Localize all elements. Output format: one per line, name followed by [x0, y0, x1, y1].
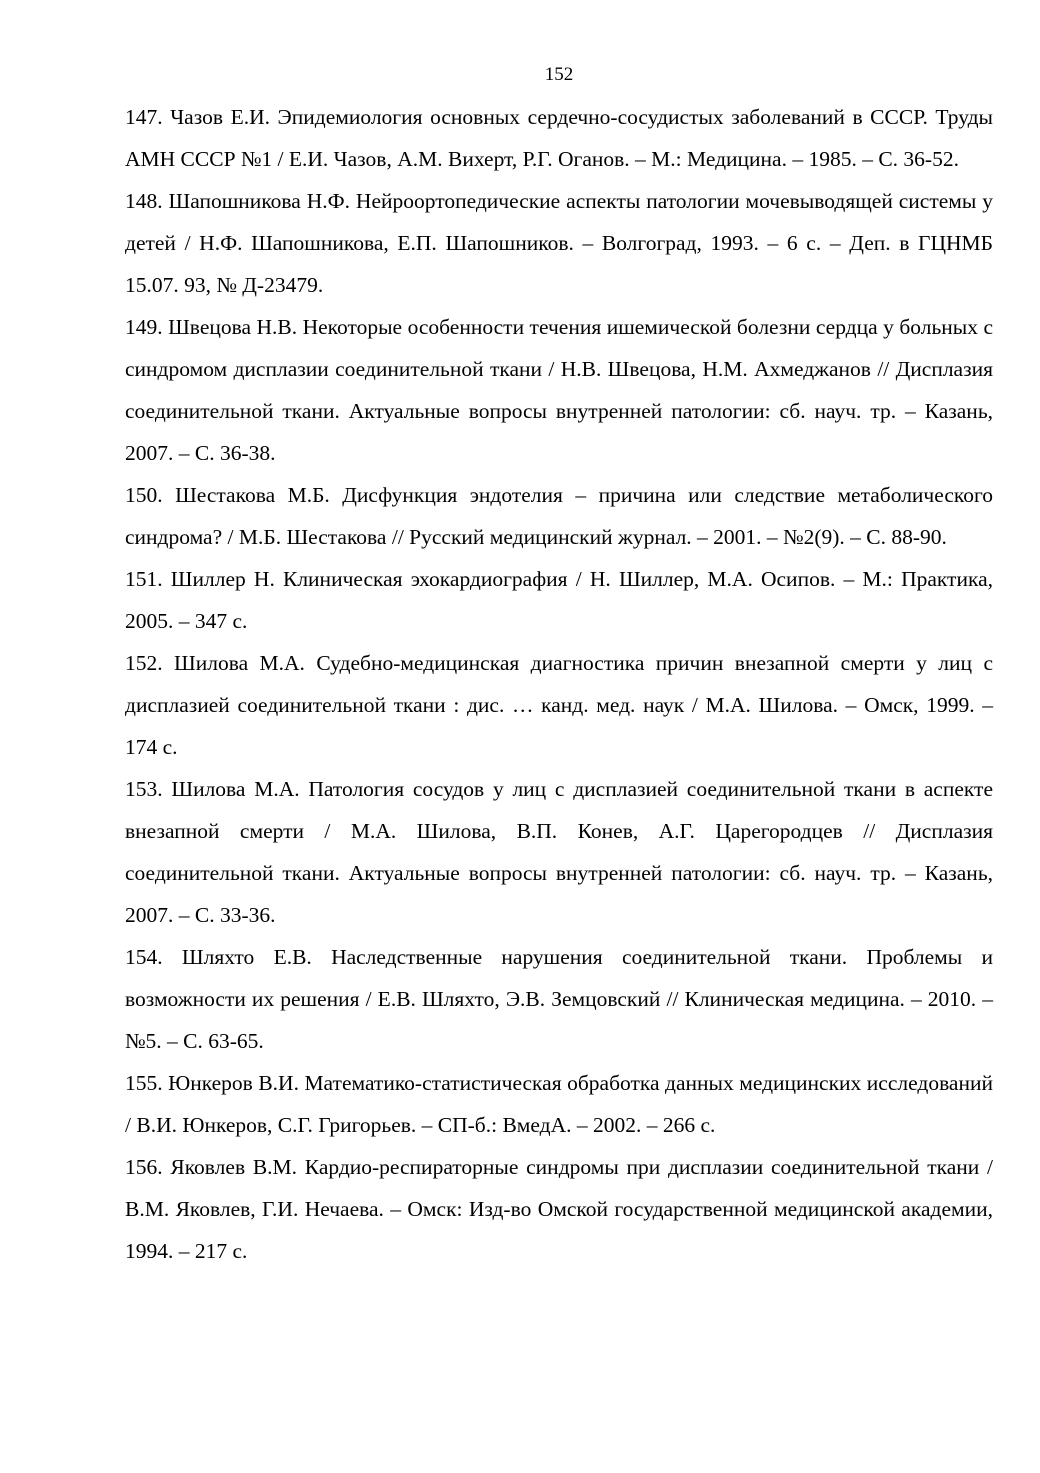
reference-text: Шляхто Е.В. Наследственные нарушения соединительной ткани. Проблемы и возможности их решения / Е.В. Шляхто, Э.В. Земцовский // Клиническая медицина. – 2010. – №5. – С. 63-65.	[125, 945, 993, 1053]
reference-item	[125, 558, 993, 642]
reference-item	[125, 1146, 993, 1272]
reference-number: 156.	[125, 1155, 163, 1179]
reference-text: Шиллер Н. Клиническая эхокардиография / Н. Шиллер, М.А. Осипов. – М.: Практика, 2005. – 347 с.	[125, 567, 993, 633]
reference-item	[125, 936, 993, 1062]
reference-text: Яковлев В.М. Кардио-респираторные синдромы при дисплазии соединительной ткани / В.М. Яковлев, Г.И. Нечаева. – Омск: Изд-во Омской государственной медицинской академии, 1994. – 217 с.	[125, 1155, 993, 1263]
reference-number: 153.	[125, 777, 163, 801]
reference-number: 147.	[125, 105, 163, 129]
reference-text: Швецова Н.В. Некоторые особенности течения ишемической болезни сердца у больных с синдромом дисплазии соединительной ткани / Н.В. Швецова, Н.М. Ахмеджанов // Дисплазия соединительной ткани. Актуальные вопросы внутренней патологии: сб. науч. тр. – Казань, 2007. – С. 36-38.	[125, 315, 994, 465]
reference-text: Шилова М.А. Судебно-медицинская диагностика причин внезапной смерти у лиц с дисплазией соединительной ткани : дис. … канд. мед. наук / М.А. Шилова. – Омск, 1999. – 174 с.	[125, 651, 993, 759]
reference-item	[125, 306, 993, 474]
reference-number: 149.	[125, 315, 163, 339]
reference-item	[125, 768, 993, 936]
reference-number: 150.	[125, 483, 163, 507]
reference-number: 155.	[125, 1071, 163, 1095]
reference-text: Чазов Е.И. Эпидемиология основных сердечно-сосудистых заболеваний в СССР. Труды АМН СССР №1 / Е.И. Чазов, А.М. Вихерт, Р.Г. Оганов. – М.: Медицина. – 1985. – С. 36-52.	[125, 105, 993, 171]
reference-item	[125, 642, 993, 768]
reference-number: 154.	[125, 945, 163, 969]
reference-text: Шестакова М.Б. Дисфункция эндотелия – причина или следствие метаболического синдрома? / М.Б. Шестакова // Русский медицинский журнал. – 2001. – №2(9). – С. 88-90.	[125, 483, 994, 549]
reference-item	[125, 1062, 993, 1146]
page-number: 152	[544, 64, 574, 85]
reference-list	[125, 96, 993, 1272]
reference-item	[125, 474, 993, 558]
reference-text: Юнкеров В.И. Математико-статистическая обработка данных медицинских исследований / В.И. Юнкеров, С.Г. Григорьев. – СП-б.: ВмедА. – 2002. – 266 с.	[125, 1071, 993, 1137]
reference-number: 152.	[125, 651, 163, 675]
reference-text: Шилова М.А. Патология сосудов у лиц с дисплазией соединительной ткани в аспекте внезапной смерти / М.А. Шилова, В.П. Конев, А.Г. Царегородцев // Дисплазия соединительной ткани. Актуальные вопросы внутренней патологии: сб. науч. тр. – Казань, 2007. – С. 33-36.	[125, 777, 993, 927]
reference-item	[125, 180, 993, 306]
reference-number: 151.	[125, 567, 163, 591]
reference-number: 148.	[125, 189, 163, 213]
reference-text: Шапошникова Н.Ф. Нейроортопедические аспекты патологии мочевыводящей системы у детей / Н.Ф. Шапошникова, Е.П. Шапошников. – Волгоград, 1993. – 6 с. – Деп. в ГЦНМБ 15.07. 93, № Д-23479.	[125, 189, 993, 297]
reference-item	[125, 96, 993, 180]
